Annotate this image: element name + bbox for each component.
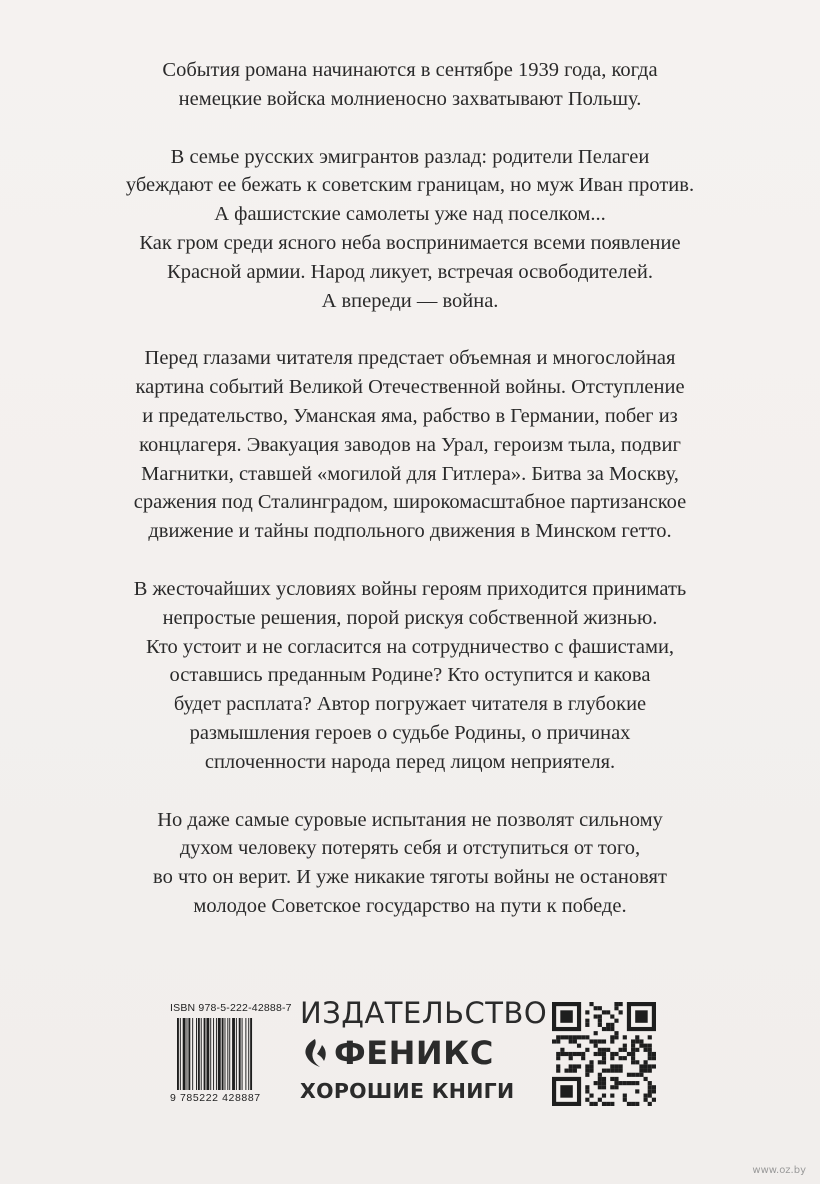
blurb-paragraph: Но даже самые суровые испытания не позволят сильному духом человеку потерять себя и отступиться от того, во что он верит. И уже никакие тяготы войны не остановят молодое Советское государство на пути к победе. <box>153 808 667 917</box>
qr-code-icon <box>552 1002 656 1106</box>
site-watermark: www.oz.by <box>752 1165 806 1176</box>
barcode-icon <box>176 1018 280 1092</box>
isbn-barcode <box>170 1002 292 1106</box>
book-blurb <box>90 56 730 950</box>
publisher-tagline: ХОРОШИЕ КНИГИ <box>300 1079 515 1103</box>
blurb-paragraph: Перед глазами читателя предстает объемная и многослойная картина событий Великой Отечественной войны. Отступление и предательство, Уманская яма, рабство в Германии, побег из концлагеря. Эвакуация заводов на Урал, героизм тыла, подвиг Магнитки, ставшей «могилой для Гитлера». Битва за Москву, сражения под Сталинградом, широкомасштабное партизанское движение и тайны подпольного движения в Минском гетто. <box>133 347 687 543</box>
publisher-name: ФЕНИКС <box>334 1034 494 1072</box>
isbn-label: ISBN 978-5-222-42888-7 <box>170 1002 292 1014</box>
blurb-paragraph: События романа начинаются в сентябре 1939 года, когда немецкие войска молниеносно захватывают Польшу. <box>162 59 658 110</box>
publisher-logo <box>300 996 548 1103</box>
blurb-paragraph: В жесточайших условиях войны героям приходится принимать непростые решения, порой рискуя собственной жизнью. Кто устоит и не согласится на сотрудничество с фашистами, оставшись преданным Родине? Кто оступится и какова будет расплата? Автор погружает читателя в глубокие размышления героев о судьбе Родины, о причинах сплоченности народа перед лицом неприятеля. <box>133 577 687 773</box>
blurb-paragraph: В семье русских эмигрантов разлад: родители Пелагеи убеждают ее бежать к советским границам, но муж Иван против. А фашистские самолеты уже над поселком... Как гром среди ясного неба воспринимается всеми появление Красной армии. Народ ликует, встречая освободителей. А впереди — война. <box>125 145 695 312</box>
barcode-number: 9 785222 428887 <box>170 1092 261 1104</box>
phoenix-icon <box>300 1037 330 1069</box>
publisher-line1: ИЗДАТЕЛЬСТВО <box>300 996 548 1030</box>
